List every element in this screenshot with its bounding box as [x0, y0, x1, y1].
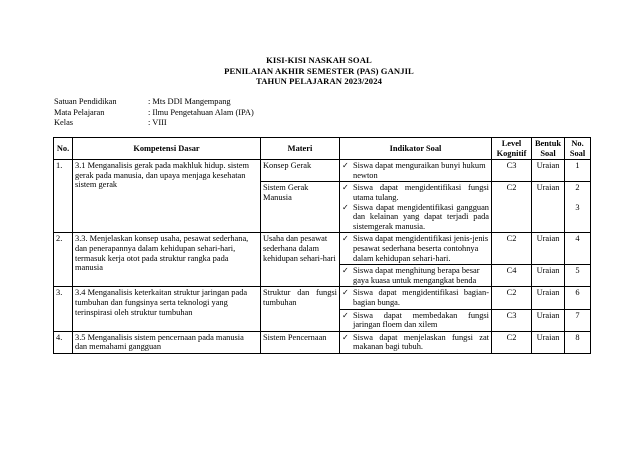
- table-row: [54, 287, 591, 309]
- document-year: TAHUN PELAJARAN 2023/2024: [256, 76, 382, 86]
- check-icon: ✓: [342, 266, 349, 276]
- kisi-table: [53, 137, 591, 354]
- meta-label: Kelas: [54, 118, 74, 127]
- cell-materi: Konsep Gerak: [261, 160, 340, 182]
- cell-materi: Sistem Gerak Manusia: [261, 182, 340, 233]
- cell-no-soal: 6: [565, 287, 591, 309]
- header-kompetensi-dasar: Kompetensi Dasar: [73, 138, 261, 160]
- indikator-text: Siswa dapat membedakan fungsi jaringan floem dan xilem: [353, 310, 489, 330]
- cell-indikator: [340, 331, 492, 353]
- cell-no: 2.: [54, 233, 73, 287]
- document-meta: [54, 97, 254, 129]
- header-bentuk-soal: Bentuk Soal: [532, 138, 565, 160]
- cell-materi: Struktur dan fungsi tumbuhan: [261, 287, 340, 331]
- header-indikator: Indikator Soal: [340, 138, 492, 160]
- cell-kompetensi-dasar: 3.4 Menganalisis keterkaitan struktur jaringan pada tumbuhan dan fungsinya serta teknologi yang terinspirasi oleh struktur tumbuhan: [73, 287, 261, 331]
- cell-kompetensi-dasar: 3.3. Menjelaskan konsep usaha, pesawat sederhana, dan penerapannya dalam kehidupan sehari-hari, termasuk kerja otot pada struktur rangka pada manusia: [73, 233, 261, 287]
- document-subtitle: PENILAIAN AKHIR SEMESTER (PAS) GANJIL: [224, 65, 414, 76]
- cell-level: C2: [492, 331, 532, 353]
- cell-no-soal: 1: [565, 160, 591, 182]
- indikator-text: Siswa dapat menguraikan bunyi hukum newton: [353, 161, 486, 180]
- indikator-item: [342, 234, 489, 263]
- cell-indikator: [340, 287, 492, 309]
- indikator-item: [342, 183, 489, 202]
- cell-level: C3: [492, 160, 532, 182]
- header-no-soal: No. Soal: [565, 138, 591, 160]
- indikator-text: Siswa dapat menjelaskan fungsi zat makanan bagi tubuh.: [353, 332, 489, 352]
- meta-row-kelas: [54, 118, 254, 129]
- check-icon: ✓: [342, 183, 349, 193]
- cell-indikator: [340, 265, 492, 287]
- indikator-text: Siswa dapat menghitung berapa besar gaya kuasa untuk mengangkat benda: [353, 266, 480, 285]
- cell-bentuk: Uraian: [532, 309, 565, 331]
- cell-no-soal: 4: [565, 233, 591, 265]
- cell-level: C2: [492, 287, 532, 309]
- indikator-item: [342, 161, 489, 180]
- cell-no: 4.: [54, 331, 73, 353]
- indikator-text: Siswa dapat mengidentifikasi fungsi utama tulang.: [353, 183, 489, 202]
- indikator-text: Siswa dapat mengidentifikasi gangguan dan kelainan yang dapat terjadi pada sistemgerak manusia.: [353, 202, 489, 231]
- check-icon: ✓: [342, 234, 349, 244]
- table-header-row: [54, 138, 591, 160]
- meta-value: : VIII: [148, 118, 167, 127]
- cell-no-soal: 5: [565, 265, 591, 287]
- check-icon: ✓: [342, 202, 349, 212]
- table-row: [54, 331, 591, 353]
- cell-no-soal: 7: [565, 309, 591, 331]
- header-no: No.: [54, 138, 73, 160]
- cell-materi: Sistem Pencernaan: [261, 331, 340, 353]
- meta-label: Mata Pelajaran: [54, 107, 105, 117]
- document-header: [0, 55, 638, 87]
- check-icon: ✓: [342, 161, 349, 171]
- cell-no: 1.: [54, 160, 73, 233]
- meta-row-mapel: [54, 108, 254, 119]
- check-icon: ✓: [342, 332, 349, 342]
- table-row: [54, 233, 591, 265]
- indikator-item: [342, 266, 489, 285]
- cell-materi: Usaha dan pesawat sederhana dalam kehidupan sehari-hari: [261, 233, 340, 287]
- indikator-text: Siswa dapat mengidentifikasi bagian-bagian bunga.: [353, 288, 489, 307]
- cell-level: C3: [492, 309, 532, 331]
- check-icon: ✓: [342, 310, 349, 320]
- indikator-item: [342, 311, 489, 330]
- table-row: [54, 160, 591, 182]
- cell-bentuk: Uraian: [532, 287, 565, 309]
- cell-level: C4: [492, 265, 532, 287]
- header-level-kognitif: Level Kognitif: [492, 138, 532, 160]
- cell-indikator: [340, 182, 492, 233]
- cell-level: C2: [492, 233, 532, 265]
- meta-value: : Mts DDI Mangempang: [148, 97, 231, 106]
- meta-value: : Ilmu Pengetahuan Alam (IPA): [148, 107, 254, 117]
- check-icon: ✓: [342, 288, 349, 298]
- meta-label: Satuan Pendidikan: [54, 97, 117, 106]
- cell-no-soal: [565, 182, 591, 233]
- cell-kompetensi-dasar: 3.5 Menganalisis sistem pencernaan pada manusia dan memahami gangguan: [73, 331, 261, 353]
- no-soal-value: 2: [575, 183, 580, 193]
- indikator-text: Siswa dapat mengidentifikasi jenis-jenis pesawat sederhana beserta contohnya dalam kehidupan sehari-hari.: [353, 234, 489, 263]
- indikator-item: [342, 288, 489, 307]
- cell-bentuk: Uraian: [532, 233, 565, 265]
- cell-no-soal: 8: [565, 331, 591, 353]
- indikator-item: [342, 333, 489, 352]
- cell-bentuk: Uraian: [532, 160, 565, 182]
- header-materi: Materi: [261, 138, 340, 160]
- cell-indikator: [340, 309, 492, 331]
- no-soal-value: 3: [575, 202, 580, 212]
- cell-no: 3.: [54, 287, 73, 331]
- cell-bentuk: Uraian: [532, 265, 565, 287]
- cell-indikator: [340, 160, 492, 182]
- cell-bentuk: Uraian: [532, 182, 565, 233]
- cell-kompetensi-dasar: 3.1 Menganalisis gerak pada makhluk hidup. sistem gerak pada manusia, dan upaya menjaga kesehatan sistem gerak: [73, 160, 261, 233]
- document-title: KISI-KISI NASKAH SOAL: [266, 55, 372, 65]
- cell-bentuk: Uraian: [532, 331, 565, 353]
- meta-row-satuan: [54, 97, 254, 108]
- indikator-item: [342, 203, 489, 232]
- cell-indikator: [340, 233, 492, 265]
- cell-level: C2: [492, 182, 532, 233]
- spacer: [567, 193, 588, 203]
